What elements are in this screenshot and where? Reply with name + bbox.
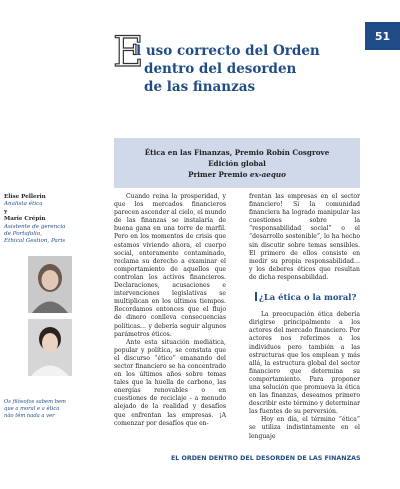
- paragraph: Cuando reina la prosperidad, y que los mercados financieros parecen ascender al cielo, el mundo de las finanzas se instalaría de buena gana en una torre de marfil. Pero en los momentos de crisis que estamos viviendo ahora, el cuerpo social, enteramente contaminado, reclama su derecho a examinar el comportamiento de aquellos que controlan los activos financieros. Declaraciones, acusaciones e intervenciones legislativas se multiplican en los últimos tiempos. Recordamos entonces que el flujo de dinero conlleva consecuencias políticas… y debería seguir algunos parámetros éticos.: [114, 193, 226, 338]
- pull-quote: Os filósofos sabem bem que a moral e a ética não têm nada a ver: [4, 399, 66, 419]
- running-footer: EL ORDEN DENTRO DEL DESORDEN DE LAS FINANZAS: [171, 455, 361, 462]
- portrait-2-icon: [28, 319, 72, 376]
- banner-line-2: Edición global: [208, 158, 266, 168]
- banner-line-1: Ética en las Finanzas, Premio Robín Cosgrove: [144, 147, 330, 157]
- author-role-2a: Asistente de gerencia: [4, 223, 66, 230]
- banner-line-3-prefix: Primer Premio: [188, 169, 250, 179]
- title-line-1: l uso correcto del Orden: [136, 43, 320, 59]
- author-role-1: Analista ética: [4, 201, 43, 208]
- body-column-2: [249, 193, 360, 441]
- paragraph: frentan las empresas en el sector financiero! Si la comunidad financiera ha logrado manipular las cuestiones sobre la “responsabilidad social” o el “desarrollo sostenible”, lo ha hecho sin discutir sobre temas sensibles. El primero de ellos consiste en medir su propia responsabilidad… y los deberes éticos que resultan de dicha responsabilidad.: [249, 193, 360, 281]
- author-conjunction: y: [4, 208, 8, 215]
- author-sidebar: [4, 194, 109, 246]
- section-heading-text: ¿La ética o la moral?: [259, 292, 357, 303]
- banner-line-3: [114, 169, 360, 180]
- heading-bar-icon: [255, 292, 257, 301]
- page-number: 51: [365, 22, 400, 50]
- author-role-2b: de Portafolio,: [4, 231, 42, 238]
- dropcap-text: E: [113, 27, 144, 76]
- author-photo-1: [28, 256, 72, 313]
- author-name-1: Elise Pellerin: [4, 194, 46, 200]
- title-line-3: de las finanzas: [144, 79, 256, 95]
- paragraph: Hoy en día, el término “ética” se utiliza indistintamente en el lenguaje: [249, 416, 360, 440]
- author-photo-2: [28, 319, 72, 376]
- portrait-1-icon: [28, 256, 72, 313]
- body-column-1: [114, 193, 226, 428]
- title-line-2: dentro del desorden: [144, 61, 297, 77]
- article-title: [136, 42, 356, 96]
- paragraph: La preocupación ética debería dirigirse principalmente a los actores del mercado financiero. Por actores nos referimos a los individuos pero también a las estructuras que los emplean y más allá, la estructura global del sector financiero que determina su comportamiento. Para proponer una solución que promueva la ética en las finanzas, deseamos primero describir este término y determinar las fuentes de su perversión.: [249, 311, 360, 416]
- section-heading: [255, 292, 360, 301]
- author-name-2: Marie Crépin: [4, 216, 46, 223]
- paragraph: Ante esta situación mediática, popular y política, se constata que el discurso “ético” emanando del sector financiero se ha concentrado en los últimos años sobre temas tales que la huella de carbono, las energías renovables o en cuestiones de reciclaje - a menudo alejado de la realidad y desafíos que enfrentan las empresas. ¡A comenzar por desafíos que en-: [114, 338, 226, 427]
- award-banner: [114, 138, 360, 188]
- banner-line-3-italic: ex-aequo: [249, 169, 286, 179]
- author-role-2c: Ethical Gestion, Paris: [4, 238, 66, 245]
